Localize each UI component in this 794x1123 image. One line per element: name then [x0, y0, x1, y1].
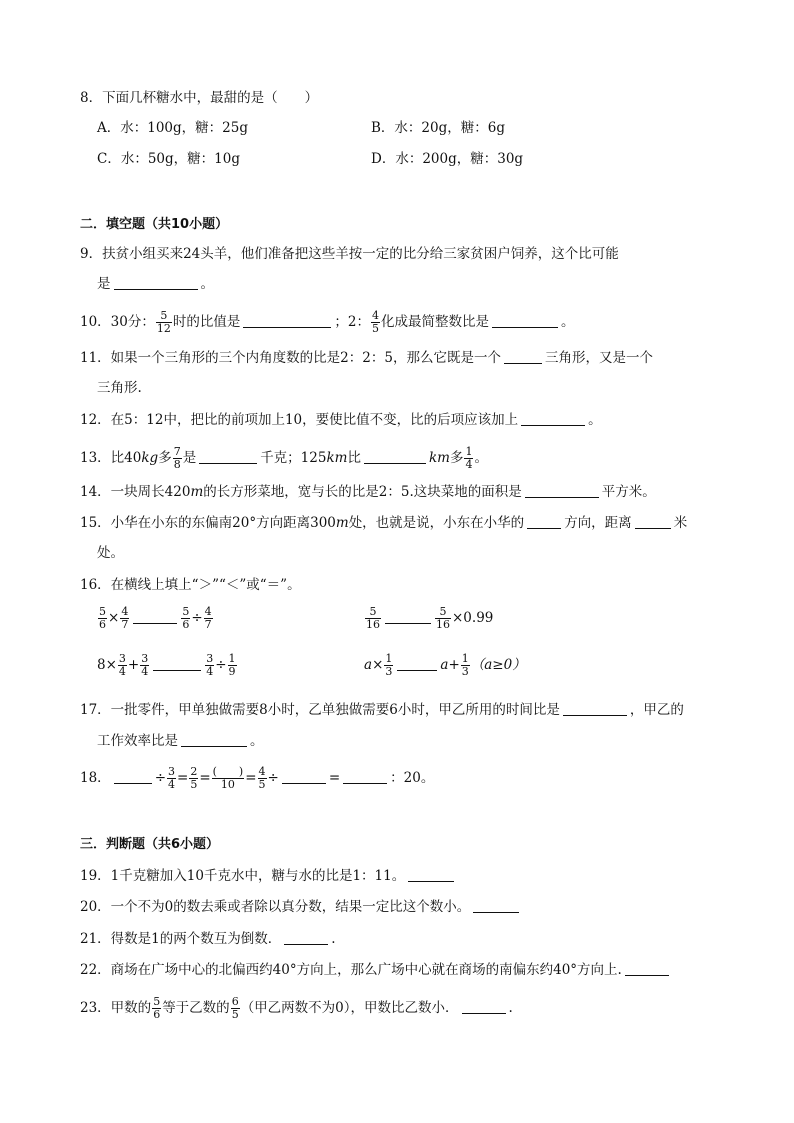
- q18-text-a: 18．: [80, 770, 111, 786]
- q14-text-b: 的长方形菜地，宽与长的比是2：5.这块菜地的面积是: [203, 484, 522, 500]
- denominator: 6: [182, 618, 190, 631]
- question-16-stem: 16．在横线上填上“＞”“＜”或“＝”。: [80, 577, 301, 593]
- q23-text-c: （甲乙两数不为0），甲数比乙数小．: [240, 1000, 459, 1016]
- denominator: 12: [156, 322, 171, 335]
- unit: km: [428, 450, 450, 466]
- q16-expression-2: [364, 606, 493, 631]
- question-15: [80, 513, 687, 533]
- fraction: [140, 653, 149, 678]
- numerator: 5: [182, 605, 190, 618]
- q18-tail: ：20。: [390, 770, 435, 786]
- answer-blank[interactable]: [635, 514, 671, 529]
- fraction: [371, 310, 380, 335]
- denominator: 4: [141, 665, 149, 678]
- question-9: 9．扶贫小组买来24头羊，他们准备把这些羊按一定的比分给三家贫困户饲养，这个比可能: [80, 246, 619, 262]
- q14-text-a: 14．一块周长420: [80, 484, 191, 500]
- question-13: [80, 446, 488, 471]
- denominator: 16: [366, 618, 380, 631]
- condition: （a≥0）: [470, 657, 526, 673]
- denominator: 3: [385, 665, 393, 678]
- numerator: 4: [371, 309, 379, 322]
- q16-expression-3: [97, 653, 238, 678]
- answer-blank[interactable]: [473, 898, 519, 913]
- denominator: 5: [190, 778, 198, 791]
- fraction: [435, 606, 451, 631]
- question-17: [80, 700, 684, 720]
- numerator: 3: [141, 652, 149, 665]
- q13-text-h: 。: [474, 450, 488, 466]
- denominator: 8: [173, 458, 181, 471]
- answer-blank[interactable]: [153, 656, 201, 671]
- q14-text-c: 平方米。: [601, 484, 656, 500]
- q16-tail: ×0.99: [452, 610, 494, 626]
- answer-blank[interactable]: [521, 411, 585, 426]
- variable: a: [364, 657, 373, 673]
- unit: m: [190, 484, 204, 500]
- q13-text-e: 比: [347, 450, 361, 466]
- answer-blank[interactable]: [525, 483, 599, 498]
- answer-blank[interactable]: [114, 275, 198, 290]
- answer-blank[interactable]: [625, 961, 669, 976]
- answer-blank[interactable]: [284, 930, 328, 945]
- answer-blank[interactable]: [199, 449, 257, 464]
- numerator: 5: [156, 310, 172, 323]
- q23-text-a: 23．甲数的: [80, 1000, 152, 1016]
- q12-text-a: 12．在5：12中，把比的前项加上10，要使比值不变，比的后项应该加上: [80, 412, 519, 428]
- answer-blank[interactable]: [282, 769, 326, 784]
- denominator: 4: [465, 458, 473, 471]
- answer-blank[interactable]: [408, 867, 454, 882]
- fraction: [152, 996, 161, 1021]
- question-9-cont: [97, 274, 214, 294]
- q13-text-b: 多: [158, 450, 172, 466]
- q15-text-c: 方向，距离: [564, 515, 632, 531]
- answer-blank[interactable]: [133, 609, 177, 624]
- numerator[interactable]: ( ): [212, 765, 244, 778]
- q22-text: 22．商场在广场中心的北偏西约40°方向上，那么广场中心就在商场的南偏东约40°方向上.: [80, 962, 622, 978]
- denominator: 7: [121, 618, 129, 631]
- fraction: [205, 653, 214, 678]
- q10-text-a: 10．30分：: [80, 314, 155, 330]
- denominator: 3: [461, 665, 469, 678]
- question-23: [80, 996, 513, 1021]
- operator: ÷: [154, 770, 166, 786]
- question-10: [80, 310, 574, 335]
- numerator: 5: [435, 606, 451, 619]
- answer-blank[interactable]: [181, 732, 247, 747]
- fraction: [228, 653, 237, 678]
- question-11: [80, 348, 653, 368]
- q16-expression-4: [364, 653, 526, 678]
- operator: ×: [108, 610, 120, 626]
- question-19: [80, 866, 457, 886]
- numerator: 7: [173, 445, 181, 458]
- q13-text-a: 13．比40: [80, 450, 142, 466]
- answer-blank[interactable]: [364, 449, 426, 464]
- fraction: [118, 653, 127, 678]
- q11-text-b: 三角形，又是一个: [544, 350, 653, 366]
- section-title-judgement: 三．判断题（共6小题）: [80, 837, 220, 852]
- fraction: [384, 653, 393, 678]
- q17-text-d: 。: [250, 733, 264, 749]
- question-11-cont: 三角形.: [97, 380, 142, 396]
- fraction: [181, 606, 190, 631]
- numerator: 1: [385, 652, 393, 665]
- answer-blank[interactable]: [243, 313, 331, 328]
- denominator: 4: [118, 665, 126, 678]
- q15-text-d: 米: [673, 515, 688, 531]
- fraction: [120, 606, 129, 631]
- denominator: 6: [153, 1008, 161, 1021]
- answer-blank[interactable]: [492, 313, 558, 328]
- q23-text-b: 等于乙数的: [162, 1000, 230, 1016]
- numerator: 5: [99, 605, 106, 618]
- q21-text: 21．得数是1的两个数互为倒数．: [80, 931, 282, 947]
- answer-blank[interactable]: [527, 514, 561, 529]
- numerator: 4: [258, 765, 266, 778]
- question-18: [80, 766, 434, 791]
- question-17-cont: [97, 731, 264, 751]
- question-21: [80, 929, 336, 949]
- fraction: [98, 606, 107, 631]
- q13-text-g: 多: [449, 450, 464, 466]
- question-12: [80, 410, 602, 430]
- q13-text-d: 千克；125: [260, 450, 327, 466]
- answer-blank[interactable]: [114, 769, 152, 784]
- question-8-stem: 8．下面几杯糖水中，最甜的是（ ）: [80, 90, 319, 106]
- numerator: 4: [121, 605, 129, 618]
- question-15-cont: 处。: [97, 545, 124, 561]
- denominator: 4: [168, 778, 175, 791]
- fraction: [464, 446, 473, 471]
- numerator: 3: [118, 652, 126, 665]
- q8-option-c: C．水：50g，糖：10g: [97, 151, 240, 167]
- equals-sign: =: [328, 770, 341, 786]
- question-20: [80, 897, 522, 917]
- question-14: [80, 482, 656, 502]
- denominator: 9: [228, 665, 236, 678]
- operator: ÷: [267, 770, 279, 786]
- operator: ÷: [191, 610, 203, 626]
- fraction: [167, 766, 176, 791]
- numerator: 5: [365, 606, 381, 619]
- equals-sign: =: [177, 770, 189, 786]
- denominator: 7: [204, 618, 212, 631]
- q15-text-b: 处，也就是说，小东在小华的: [348, 515, 525, 531]
- q19-text: 19．1千克糖加入10千克水中，糖与水的比是1：11。: [80, 868, 406, 884]
- equals-sign: =: [199, 770, 211, 786]
- section-title-fill-in: 二．填空题（共10小题）: [80, 217, 229, 232]
- q8-option-d: D．水：200g，糖：30g: [371, 151, 524, 167]
- fraction: [156, 310, 172, 335]
- q9-end: 。: [200, 276, 214, 292]
- denominator: 5: [258, 778, 266, 791]
- fraction: [204, 606, 213, 631]
- variable: a: [440, 657, 449, 673]
- operator: ×: [372, 657, 384, 673]
- denominator: 4: [206, 665, 214, 678]
- operator: ÷: [215, 657, 227, 673]
- numerator: 4: [204, 605, 212, 618]
- numerator: 3: [206, 652, 214, 665]
- denominator: 16: [436, 618, 450, 631]
- denominator: 5: [371, 322, 379, 335]
- fraction: [173, 446, 182, 471]
- numerator: 5: [153, 995, 161, 1008]
- answer-blank[interactable]: [343, 769, 387, 784]
- q17-text-b: ，甲乙的: [629, 702, 684, 718]
- numerator: 3: [168, 765, 175, 778]
- denominator: 5: [231, 1008, 239, 1021]
- answer-blank[interactable]: [563, 701, 627, 716]
- unit: m: [335, 515, 349, 531]
- operator: +: [448, 657, 460, 673]
- q16-prefix: 8×: [97, 657, 117, 673]
- denominator: 6: [99, 618, 106, 631]
- q8-option-a: A．水：100g，糖：25g: [97, 120, 248, 136]
- q11-text-a: 11．如果一个三角形的三个内角度数的比是2：2：5，那么它既是一个: [80, 350, 501, 366]
- q13-text-c: 是: [182, 450, 197, 466]
- unit: km: [326, 450, 348, 466]
- question-22: [80, 960, 672, 980]
- q10-text-c: ；2：: [334, 314, 370, 330]
- q21-end: .: [331, 931, 336, 947]
- q20-text: 20．一个不为0的数去乘或者除以真分数，结果一定比这个数小。: [80, 899, 471, 915]
- fraction: [461, 653, 470, 678]
- fraction-blank[interactable]: [212, 766, 245, 791]
- denominator: 10: [220, 778, 235, 791]
- q17-text-c: 工作效率比是: [97, 733, 178, 749]
- numerator: 6: [231, 995, 239, 1008]
- q10-text-b: 时的比值是: [172, 314, 241, 330]
- q8-option-b: B．水：20g，糖：6g: [371, 120, 505, 136]
- numerator: 1: [465, 445, 473, 458]
- fraction: [258, 766, 267, 791]
- q9-text: 是: [97, 276, 111, 292]
- answer-blank[interactable]: [504, 349, 542, 364]
- q15-text-a: 15．小华在小东的东偏南20°方向距离300: [80, 515, 336, 531]
- answer-blank[interactable]: [462, 999, 506, 1014]
- fraction: [365, 606, 381, 631]
- q16-expression-1: [97, 606, 214, 631]
- fraction: [189, 766, 198, 791]
- q12-text-b: 。: [588, 412, 602, 428]
- equals-sign: =: [245, 770, 257, 786]
- fraction: [231, 996, 240, 1021]
- numerator: 2: [190, 765, 198, 778]
- q17-text-a: 17．一批零件，甲单独做需要8小时，乙单独做需要6小时，甲乙所用的时间比是: [80, 702, 560, 718]
- numerator: 1: [461, 652, 469, 665]
- q23-end: .: [508, 1000, 513, 1016]
- q10-text-d: 化成最简整数比是: [380, 314, 489, 330]
- answer-blank[interactable]: [397, 656, 437, 671]
- unit: kg: [141, 450, 159, 466]
- answer-blank[interactable]: [385, 609, 431, 624]
- q10-text-e: 。: [560, 314, 575, 330]
- numerator: 1: [228, 652, 236, 665]
- operator: +: [127, 657, 140, 673]
